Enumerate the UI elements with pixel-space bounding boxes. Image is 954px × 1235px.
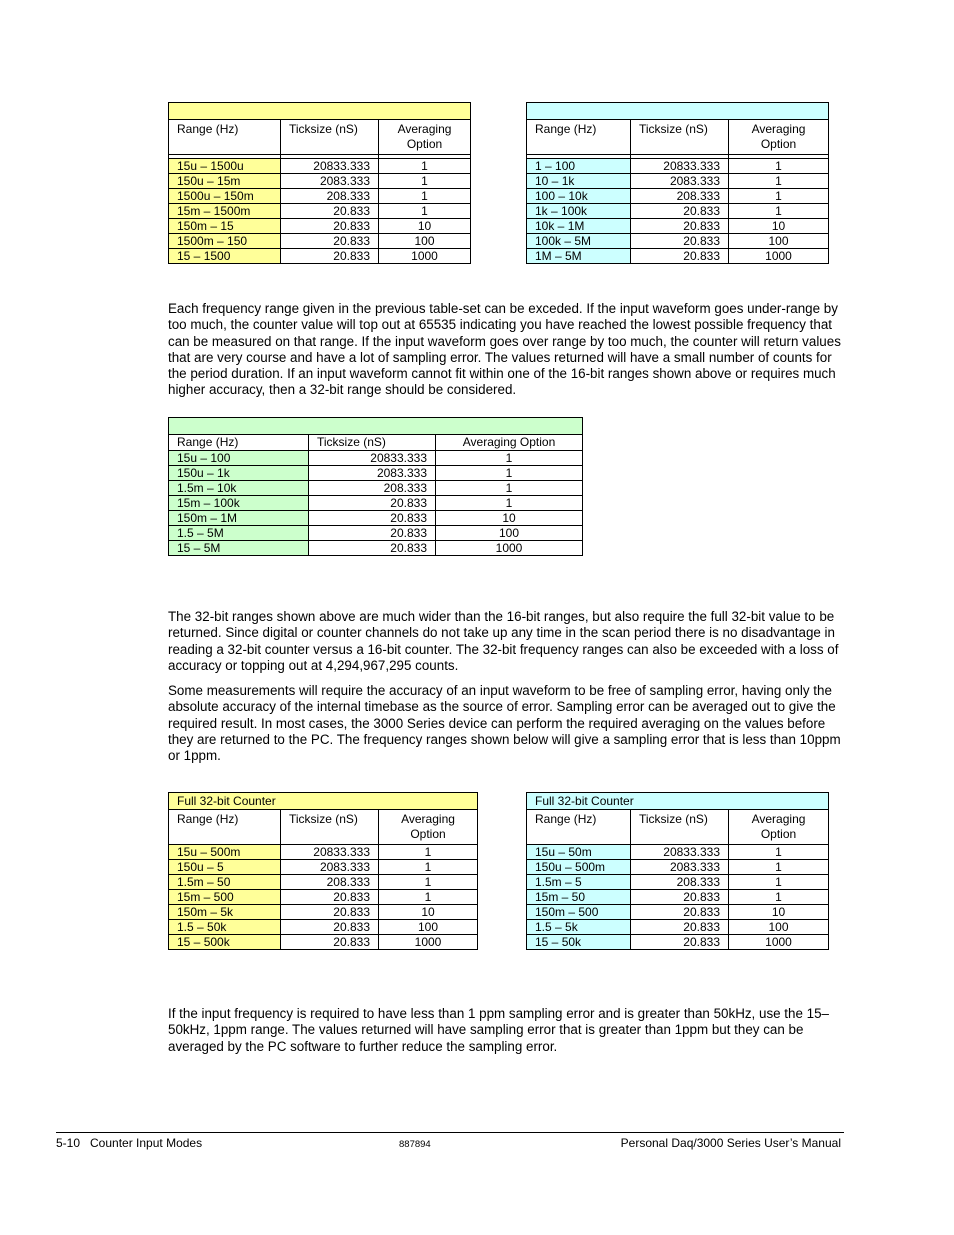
ticksize-cell: 20.833 [631, 905, 729, 920]
range-cell: 15m – 500 [169, 890, 281, 905]
table-row [169, 526, 583, 541]
table-row [527, 204, 829, 219]
table-row [169, 159, 471, 174]
ticksize-cell: 208.333 [281, 189, 379, 204]
table-row [169, 920, 478, 935]
table-16bit-a [168, 102, 471, 264]
averaging-cell: 1 [729, 189, 829, 204]
ticksize-cell: 20.833 [631, 234, 729, 249]
table-row [169, 451, 583, 466]
column-header: Ticksize (nS) [631, 810, 729, 845]
table-row [169, 249, 471, 264]
table-row [169, 935, 478, 950]
table-full-32bit-b [526, 792, 829, 950]
table-row [169, 189, 471, 204]
ticksize-cell: 208.333 [631, 875, 729, 890]
range-cell: 100 – 10k [527, 189, 631, 204]
averaging-cell: 100 [379, 920, 478, 935]
table-row [527, 189, 829, 204]
averaging-cell: 1 [729, 890, 829, 905]
averaging-cell: 100 [436, 526, 583, 541]
averaging-cell: 100 [379, 234, 471, 249]
table-row [169, 219, 471, 234]
averaging-cell: 1000 [729, 249, 829, 264]
range-cell: 15 – 500k [169, 935, 281, 950]
averaging-cell: 1000 [379, 249, 471, 264]
averaging-cell: 1000 [379, 935, 478, 950]
averaging-cell: 1 [379, 890, 478, 905]
averaging-cell: 1 [729, 860, 829, 875]
column-header: Ticksize (nS) [309, 435, 436, 451]
averaging-cell: 10 [729, 219, 829, 234]
column-header: Averaging Option [379, 120, 471, 155]
range-cell: 150m – 500 [527, 905, 631, 920]
averaging-cell: 1 [379, 174, 471, 189]
footer-right: Personal Daq/3000 Series User’s Manual [620, 1136, 841, 1150]
footer-center: 887894 [399, 1139, 431, 1150]
table-row [169, 174, 471, 189]
table-row [169, 481, 583, 496]
column-header: Range (Hz) [169, 120, 281, 155]
averaging-cell: 10 [379, 219, 471, 234]
range-cell: 150u – 500m [527, 860, 631, 875]
averaging-cell: 10 [729, 905, 829, 920]
range-cell: 15u – 50m [527, 845, 631, 860]
column-header: Averaging Option [436, 435, 583, 451]
table-row [527, 935, 829, 950]
ticksize-cell: 20.833 [281, 249, 379, 264]
range-cell: 15m – 50 [527, 890, 631, 905]
column-header: Ticksize (nS) [281, 810, 379, 845]
ticksize-cell: 20.833 [309, 496, 436, 511]
averaging-cell: 1 [379, 159, 471, 174]
table-row [527, 174, 829, 189]
range-cell: 1 – 100 [527, 159, 631, 174]
ticksize-cell: 208.333 [309, 481, 436, 496]
table-row [169, 496, 583, 511]
averaging-cell: 1 [379, 189, 471, 204]
range-cell: 15u – 500m [169, 845, 281, 860]
ticksize-cell: 2083.333 [631, 174, 729, 189]
averaging-cell: 10 [379, 905, 478, 920]
table-row [169, 204, 471, 219]
table-title: Full 32-bit Counter [169, 793, 478, 810]
ticksize-cell: 20.833 [281, 204, 379, 219]
range-cell: 150u – 5 [169, 860, 281, 875]
range-cell: 1500u – 150m [169, 189, 281, 204]
ticksize-cell: 20.833 [631, 890, 729, 905]
table-row [527, 234, 829, 249]
averaging-cell: 1 [436, 451, 583, 466]
ticksize-cell: 2083.333 [281, 860, 379, 875]
averaging-cell: 1 [379, 875, 478, 890]
ticksize-cell: 20833.333 [631, 159, 729, 174]
column-header: Range (Hz) [169, 810, 281, 845]
range-cell: 15m – 100k [169, 496, 309, 511]
table-row [527, 159, 829, 174]
ticksize-cell: 20.833 [309, 541, 436, 556]
table-32bit [168, 417, 583, 556]
averaging-cell: 1 [379, 845, 478, 860]
range-cell: 1k – 100k [527, 204, 631, 219]
paragraph-3: Some measurements will require the accuracy of an input waveform to be free of sampling error, having only the absolute accuracy of the internal timebase as the source of error. Sampling error can be averaged out to give the required result. In most cases, the 3000 Series device can perform the required averaging on the values before they are returned to the PC. The frequency ranges shown below will give a sampling error that is less than 10ppm or 1ppm. [168, 683, 841, 764]
table-full-32bit-a [168, 792, 478, 950]
table-row [169, 860, 478, 875]
range-cell: 15u – 100 [169, 451, 309, 466]
averaging-cell: 1 [379, 860, 478, 875]
range-cell: 150m – 5k [169, 905, 281, 920]
ticksize-cell: 20.833 [309, 511, 436, 526]
range-cell: 1M – 5M [527, 249, 631, 264]
table-title [527, 103, 829, 120]
table-row [527, 890, 829, 905]
column-header: Averaging Option [729, 810, 829, 845]
table-row [527, 219, 829, 234]
table-title [169, 103, 471, 120]
paragraph-2: The 32-bit ranges shown above are much wider than the 16-bit ranges, but also require the full 32-bit value to be returned. Since digital or counter channels do not take up any time in the scan period there is no disadvantage in reading a 32-bit counter versus a 16-bit counter. The 32-bit frequency ranges can also be exceeded with a loss of accuracy or topping out at 4,294,967,295 counts. [168, 609, 839, 673]
ticksize-cell: 2083.333 [309, 466, 436, 481]
averaging-cell: 1 [729, 875, 829, 890]
table-title [169, 418, 583, 435]
paragraph-1: Each frequency range given in the previous table-set can be exceded. If the input waveform goes under-range by too much, the counter value will top out at 65535 indicating you have reached the lowest possible frequency that can be measured on that range. If the input waveform goes over range by too much, the counter will return values that are very course and have a lot of sampling error. The values returned will have a small number of counts for the period duration. If an input waveform cannot fit within one of the 16-bit ranges shown above or requires much higher accuracy, then a 32-bit range should be considered. [168, 301, 841, 398]
ticksize-cell: 20.833 [281, 219, 379, 234]
range-cell: 1.5 – 5k [527, 920, 631, 935]
ticksize-cell: 20833.333 [281, 159, 379, 174]
column-header: Range (Hz) [527, 810, 631, 845]
averaging-cell: 100 [729, 920, 829, 935]
range-cell: 150u – 15m [169, 174, 281, 189]
ticksize-cell: 20833.333 [309, 451, 436, 466]
averaging-cell: 1 [729, 845, 829, 860]
table-row [527, 920, 829, 935]
range-cell: 1.5m – 10k [169, 481, 309, 496]
table-row [169, 875, 478, 890]
column-header: Ticksize (nS) [281, 120, 379, 155]
ticksize-cell: 2083.333 [281, 174, 379, 189]
table-row [169, 541, 583, 556]
ticksize-cell: 20.833 [281, 905, 379, 920]
ticksize-cell: 20.833 [631, 920, 729, 935]
range-cell: 10 – 1k [527, 174, 631, 189]
column-header: Averaging Option [729, 120, 829, 155]
averaging-cell: 1 [379, 204, 471, 219]
column-header: Averaging Option [379, 810, 478, 845]
range-cell: 15 – 50k [527, 935, 631, 950]
ticksize-cell: 20833.333 [631, 845, 729, 860]
range-cell: 1500m – 150 [169, 234, 281, 249]
averaging-cell: 1000 [436, 541, 583, 556]
averaging-cell: 1 [436, 481, 583, 496]
table-row [527, 249, 829, 264]
averaging-cell: 1 [436, 466, 583, 481]
footer-left: 5-10 Counter Input Modes [56, 1136, 203, 1150]
range-cell: 1.5m – 5 [527, 875, 631, 890]
table-row [169, 234, 471, 249]
ticksize-cell: 20.833 [631, 204, 729, 219]
range-cell: 150u – 1k [169, 466, 309, 481]
range-cell: 150m – 1M [169, 511, 309, 526]
averaging-cell: 1 [729, 174, 829, 189]
range-cell: 15 – 1500 [169, 249, 281, 264]
averaging-cell: 1 [729, 159, 829, 174]
ticksize-cell: 20.833 [631, 219, 729, 234]
ticksize-cell: 20.833 [281, 935, 379, 950]
range-cell: 1.5 – 5M [169, 526, 309, 541]
table-row [527, 905, 829, 920]
table-16bit-b [526, 102, 829, 264]
table-title: Full 32-bit Counter [527, 793, 829, 810]
table-row [169, 890, 478, 905]
averaging-cell: 10 [436, 511, 583, 526]
range-cell: 1.5m – 50 [169, 875, 281, 890]
averaging-cell: 100 [729, 234, 829, 249]
table-row [169, 466, 583, 481]
footer-rule [56, 1132, 844, 1133]
table-row [169, 905, 478, 920]
ticksize-cell: 20.833 [631, 935, 729, 950]
ticksize-cell: 20.833 [631, 249, 729, 264]
range-cell: 15 – 5M [169, 541, 309, 556]
ticksize-cell: 20.833 [281, 920, 379, 935]
averaging-cell: 1 [436, 496, 583, 511]
table-row [527, 845, 829, 860]
table-row [169, 511, 583, 526]
paragraph-4: If the input frequency is required to have less than 1 ppm sampling error and is greater than 50kHz, use the 15– 50kHz, 1ppm range. The values returned will have sampling error that is greater than 1ppm but they can be averaged by the PC software to further reduce the sampling error. [168, 1006, 829, 1054]
range-cell: 150m – 15 [169, 219, 281, 234]
table-row [527, 875, 829, 890]
column-header: Range (Hz) [169, 435, 309, 451]
table-row [169, 845, 478, 860]
ticksize-cell: 208.333 [281, 875, 379, 890]
range-cell: 100k – 5M [527, 234, 631, 249]
ticksize-cell: 208.333 [631, 189, 729, 204]
range-cell: 1.5 – 50k [169, 920, 281, 935]
ticksize-cell: 20.833 [309, 526, 436, 541]
column-header: Range (Hz) [527, 120, 631, 155]
range-cell: 10k – 1M [527, 219, 631, 234]
range-cell: 15u – 1500u [169, 159, 281, 174]
table-row [527, 860, 829, 875]
ticksize-cell: 20.833 [281, 890, 379, 905]
range-cell: 15m – 1500m [169, 204, 281, 219]
ticksize-cell: 20833.333 [281, 845, 379, 860]
ticksize-cell: 20.833 [281, 234, 379, 249]
averaging-cell: 1000 [729, 935, 829, 950]
column-header: Ticksize (nS) [631, 120, 729, 155]
ticksize-cell: 2083.333 [631, 860, 729, 875]
averaging-cell: 1 [729, 204, 829, 219]
